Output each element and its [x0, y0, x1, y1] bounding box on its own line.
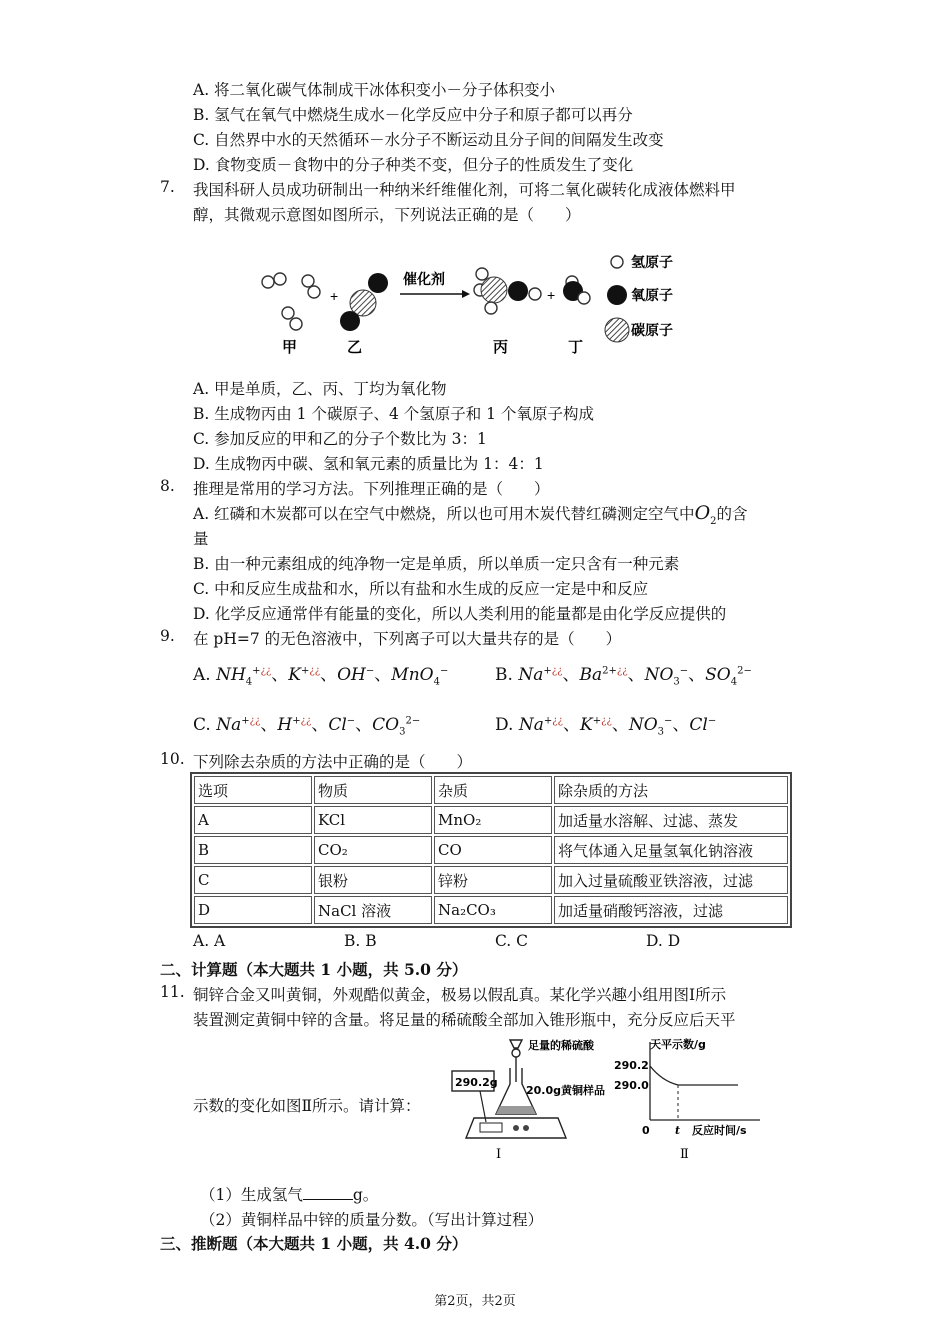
q8-option-b: B. 由一种元素组成的纯净物一定是单质，所以单质一定只含有一种元素 [193, 555, 680, 573]
table-cell: A [194, 806, 312, 834]
page-footer: 第2页，共2页 [434, 1294, 516, 1309]
q9-option-a: A. $NH_4^{+¿¿}$、K+¿¿、OH−、MnO$_4$− [193, 665, 449, 688]
q8-option-c: C. 中和反应生成盐和水，所以有盐和水生成的反应一定是中和反应 [193, 580, 649, 598]
table-header: 物质 [314, 776, 432, 804]
section-3-heading: 三、推断题（本大题共 1 小题，共 4.0 分） [160, 1234, 468, 1253]
q9-number: 9. [160, 627, 175, 645]
q8-option-a-text: A. 红磷和木炭都可以在空气中燃烧，所以也可用木炭代替红磷测定空气中 [193, 505, 695, 523]
q8-option-a-line2: 量 [193, 530, 209, 548]
q8-option-a [193, 502, 748, 527]
label-jia: 甲 [282, 338, 298, 356]
legend-oxygen: 氧原子 [631, 288, 673, 304]
label-bing: 丙 [493, 338, 509, 356]
answer-blank[interactable] [303, 1186, 353, 1200]
table-row [194, 866, 788, 894]
table-cell: 加入过量硫酸亚铁溶液，过滤 [554, 866, 788, 894]
q9-option-c: C. Na+¿¿、H+¿¿、Cl−、$CO_3^{2-}$ [193, 715, 421, 738]
table-row [194, 806, 788, 834]
water-molecule-ding [563, 276, 590, 304]
o2-formula: $O_2$ [694, 502, 717, 527]
co2-molecule-yi [340, 273, 388, 331]
plus-1: + [330, 288, 339, 304]
q10-stem: 下列除去杂质的方法中正确的是（ ） [193, 753, 473, 771]
q7-stem-line2: 醇，其微观示意图如图所示，下列说法正确的是（ ） [193, 206, 581, 224]
y-tick-290-2: 290.2 [614, 1059, 649, 1072]
table-header: 除杂质的方法 [554, 776, 788, 804]
q8-option-a-tail: 的含 [716, 505, 748, 523]
q10-answer-b: B. B [344, 932, 377, 950]
q8-stem: 推理是常用的学习方法。下列推理正确的是（ ） [193, 480, 550, 498]
table-cell: D [194, 896, 312, 924]
impurity-table [190, 772, 792, 928]
x-axis-label: 反应时间/s [692, 1124, 747, 1137]
table-cell: CO₂ [314, 836, 432, 864]
table-cell: 加适量硝酸钙溶液，过滤 [554, 896, 788, 924]
q6-option-b: B. 氢气在氧气中燃烧生成水－化学反应中分子和原子都可以再分 [193, 106, 633, 124]
q7-stem-line1: 我国科研人员成功研制出一种纳米纤维催化剂，可将二氧化碳转化成液体燃料甲 [193, 181, 736, 199]
table-cell: 将气体通入足量氢氧化钠溶液 [554, 836, 788, 864]
diagram-legend [605, 254, 673, 342]
table-header: 选项 [194, 776, 312, 804]
q7-option-a: A. 甲是单质，乙、丙、丁均为氧化物 [193, 380, 447, 398]
q11-part2: （2）黄铜样品中锌的质量分数。（写出计算过程） [200, 1211, 544, 1229]
hydrogen-molecules-jia [262, 273, 320, 330]
legend-hydrogen: 氢原子 [631, 255, 673, 271]
q11-number: 11. [160, 983, 185, 1001]
q7-option-c: C. 参加反应的甲和乙的分子个数比为 3：1 [193, 430, 487, 448]
q7-option-d: D. 生成物丙中碳、氢和氧元素的质量比为 1：4：1 [193, 455, 544, 473]
figure-2-graph [610, 1034, 770, 1164]
table-cell: C [194, 866, 312, 894]
table-cell: 加适量水溶解、过滤、蒸发 [554, 806, 788, 834]
table-header-row [194, 776, 788, 804]
sample-label: 20.0g黄铜样品 [526, 1084, 606, 1097]
q10-answer-d: D. D [646, 932, 681, 950]
plus-2: + [547, 287, 556, 303]
y-tick-290-0: 290.0 [614, 1079, 649, 1092]
figure-2-label: Ⅱ [680, 1147, 689, 1162]
q9-option-d: D. Na+¿¿、K+¿¿、$NO_3^-$、Cl− [495, 715, 717, 738]
q8-number: 8. [160, 477, 175, 495]
label-ding: 丁 [568, 338, 584, 356]
q6-option-c: C. 自然界中水的天然循环－水分子不断运动且分子间的间隔发生改变 [193, 131, 664, 149]
q6-option-a: A. 将二氧化碳气体制成干冰体积变小－分子体积变小 [193, 81, 556, 99]
q10-answer-c: C. C [495, 932, 529, 950]
q7-option-b: B. 生成物丙由 1 个碳原子、4 个氢原子和 1 个氧原子构成 [193, 405, 594, 423]
label-yi: 乙 [347, 338, 363, 356]
table-cell: KCl [314, 806, 432, 834]
y-axis-label: 天平示数/g [650, 1038, 706, 1051]
scale-reading: 290.2g [455, 1076, 498, 1089]
q8-option-d: D. 化学反应通常伴有能量的变化，所以人类利用的能量都是由化学反应提供的 [193, 605, 727, 623]
table-cell: CO [434, 836, 552, 864]
catalyst-label: 催化剂 [403, 272, 445, 288]
q9-stem: 在 pH=7 的无色溶液中，下列离子可以大量共存的是（ ） [193, 630, 622, 648]
table-cell: B [194, 836, 312, 864]
table-header: 杂质 [434, 776, 552, 804]
q11-stem-line1: 铜锌合金又叫黄铜，外观酷似黄金，极易以假乱真。某化学兴趣小组用图Ⅰ所示 [193, 986, 727, 1004]
q10-answer-a: A. A [193, 932, 226, 950]
table-cell: 锌粉 [434, 866, 552, 894]
x-origin: 0 [642, 1124, 650, 1137]
table-cell: MnO₂ [434, 806, 552, 834]
x-tick-t: t [675, 1124, 681, 1137]
table-row [194, 836, 788, 864]
mass-curve [650, 1066, 738, 1085]
q10-number: 10. [160, 750, 185, 768]
q11-part1: （1）生成氢气 g。 [200, 1186, 379, 1204]
section-2-heading: 二、计算题（本大题共 1 小题，共 5.0 分） [160, 960, 468, 979]
q6-option-d: D. 食物变质－食物中的分子种类不变，但分子的性质发生了变化 [193, 156, 634, 174]
table-row [194, 896, 788, 924]
acid-label: 足量的稀硫酸 [528, 1039, 594, 1052]
q7-number: 7. [160, 178, 175, 196]
table-cell: Na₂CO₃ [434, 896, 552, 924]
legend-carbon: 碳原子 [631, 323, 673, 339]
molecule-diagram [250, 240, 700, 360]
q11-stem-line3: 示数的变化如图Ⅱ所示。请计算： [193, 1097, 421, 1115]
q11-stem-line2: 装置测定黄铜中锌的含量。将足量的稀硫酸全部加入锥形瓶中，充分反应后天平 [193, 1011, 736, 1029]
table-cell: 银粉 [314, 866, 432, 894]
q9-option-b: B. Na+¿¿、$Ba^{2+¿¿}$、$NO_3^-$、$SO_4^{2-}$ [495, 665, 752, 688]
figure-1-label: Ⅰ [496, 1147, 502, 1162]
table-cell: NaCl 溶液 [314, 896, 432, 924]
methanol-molecule-bing [474, 268, 541, 314]
